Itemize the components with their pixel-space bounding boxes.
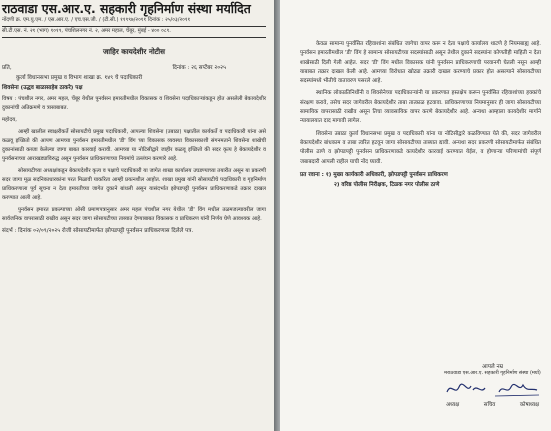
body-paragraph: पुनर्वसन इमारत प्रकल्पाच्या ओसी प्रमाणपत्रानुसार अमर महल पंचशील नगर येथील 'डी' विंग मधील तळमजल्यावरील जागा सार्वजनिक वापरासाठी राखीव असून सदर जागा सोसायटीच्या ताब्यात देण्याबाबत विकासक व प्राधिकरण यांनी निर्णय घेणे आवश्यक आहे. [2, 207, 266, 222]
notice-title: जाहिर कायदेशीर नोटीस [102, 47, 166, 56]
signature-block [440, 362, 545, 408]
signatory-roles [440, 400, 545, 408]
reference-line: संदर्भ : दिनांक ०२/०९/२०२५ रोजी सोसायटीमार्फत झोपडपट्टी पुनर्वसन प्राधिकरणास दिलेले पत्र. [2, 228, 194, 234]
recipient-label: प्रति, [2, 65, 12, 71]
body-paragraph: आम्ही खालील स्वाक्षरीकर्ते सोसायटीचे प्रमुख पदाधिकारी, आपल्या शिवसेना (उबाठा) पक्षातील कार्यकर्ते व पदाधिकारी यांना असे कळवू इच्छितो की आपण आमच्या पुनर्वसन इमारतीमधील 'डी' विंग च्या विकासक व्यवस्था विकासकाशी संगनमताने शिवसेना शाखेची दुकानांसाठी कब्जा केलेल्या जागा बाबत कारवाई करावी. आमच्या या नोटिसीद्वारे जाहीर कळवू इच्छितो की सदर कृत्य हे बेकायदेशीर व पुनर्वसनाच्या आराखड्याविरुद्ध असून पुनर्वसन प्राधिकरणाच्या नियमांचे उल्लंघन करणारे आहे. [2, 129, 266, 162]
copy-to-line-1 [300, 170, 541, 180]
signatory-label: आपले नम्र [482, 364, 503, 370]
recipient-line-2: शिवसेना (उद्धव बाळासाहेब ठाकरे) पक्ष [2, 85, 83, 91]
copy-to-recipient-1: १) मुख्य कार्यकारी अधिकारी, झोपडपट्टी पुनर्वसन प्राधिकरण [325, 171, 448, 178]
salutation: महोदय, [2, 117, 17, 123]
notice-body-continued [300, 40, 541, 167]
role-treasurer: कोषाध्यक्ष [519, 402, 539, 408]
notice-page-left [0, 0, 274, 431]
copy-to-recipient-2: २) वरिष्ठ पोलीस निरीक्षक, टिळक नगर पोलीस ठाणे [334, 181, 440, 188]
notice-body [2, 95, 266, 236]
body-paragraph: स्थानिक लोकप्रतिनिधींनी व शिवसेनेच्या पदाधिकाऱ्यांनी या प्रकरणात हस्तक्षेप करून पुनर्वसित रहिवाशांच्या हक्कांचे संरक्षण करावे, तसेच सदर जागेवरील बेकायदेशीर ताबा तात्काळ हटवावा. प्राधिकरणाच्या नियमानुसार ही जागा सोसायटीच्या सामायिक वापरासाठी राखीव असून तिचा व्यावसायिक वापर करणे बेकायदेशीर आहे. अन्यथा आम्हाला कायदेशीर मार्गाने न्यायालयात दाद मागावी लागेल. [300, 90, 541, 125]
body-paragraph: सोसायटीच्या अध्यक्षांकडून बेकायदेशीर कृत्य व पक्षाचे पदाधिकारी या जागेत शाखा कार्यालय उघडण्याच्या तयारीत असून या प्रकरणी सदर जागा मूळ सदनिकाधारकांना परत मिळावी याकरिता आम्ही प्रयत्नशील आहोत. शाखा प्रमुख यांनी सोसायटीचे पदाधिकारी व गृहनिर्माण प्राधिकरणाला पूर्व सूचना न देता इमारतीच्या जागेत दुकाने बांधली असून यासंदर्भात झोपडपट्टी पुनर्वसन प्राधिकरणाकडे तक्रार दाखल करण्यात आली आहे. [2, 168, 266, 201]
signatory-org: मराठवाडा एस.आर.ए. सहकारी गृहनिर्माण संस्था (मर्या) [444, 370, 541, 376]
letterhead-title: राठवाडा एस.आर.ए. सहकारी गृहनिर्माण संस्था मर्यादित [2, 1, 251, 16]
handwritten-signature [443, 378, 543, 400]
subject-line: विषय : पंचशील नगर, अमर महल, चेंबूर येथील पुनर्वसन इमारतीमधील विकासक व शिवसेना पदाधिकाऱ्यांकडून होत असलेली बेकायदेशीर दुकानांची अतिक्रमणे व त्रासाबाबत. [2, 96, 266, 111]
notice-date: दिनांक : २६ सप्टेंबर २०२५ [172, 65, 226, 71]
body-paragraph: शिवसेना उबाठा कुर्ला विधानसभा प्रमुख व पदाधिकारी यांना या नोटिसीद्वारे कळविण्यात येते की, सदर जागेवरील बेकायदेशीर बांधकाम व ताबा त्वरित हटवून जागा सोसायटीच्या ताब्यात द्यावी. अन्यथा सदर प्रकरणी सोसायटीमार्फत संबंधित पोलीस ठाणे व झोपडपट्टी पुनर्वसन प्राधिकरणाकडे कायदेशीर कारवाई करण्यात येईल, व होणाऱ्या परिणामांची संपूर्ण जबाबदारी आपली राहील याची नोंद घ्यावी. [300, 130, 541, 165]
role-chairman: अध्यक्ष [446, 402, 460, 408]
body-paragraph: केवळ सामान्य पुनर्वसित रहिवाशांना संबंधित जागेचा वापर करू न देता पक्षाचे कार्यालय थाटणे हे नियमबाह्य आहे. पुनर्वसन इमारतीमधील 'डी' विंग हे सामान्य सोसायटीच्या सदस्यांसाठी असून तेथील दुकाने सदस्यांना कोणतीही माहिती न देता शाखेसाठी दिली गेली आहेत. सदर 'डी' विंग मधील विकासक यांनी पुनर्वसन प्राधिकरणाची परवानगी घेतली नसून आम्ही याबाबत तक्रार दाखल केली आहे. आमच्या विरोधात खोट्या तक्रारी दाखल करण्याचे प्रकार होत असल्याने सोसायटीच्या सदस्यांमध्ये भीतीचे वातावरण पसरले आहे. [300, 41, 541, 85]
notice-page-right [280, 0, 551, 431]
letterhead-divider-bold [2, 37, 266, 38]
recipient-line: कुर्ला विधानसभा प्रमुख व विभाग शाखा क्र. १४९ चे पदाधिकारी [16, 75, 143, 81]
registration-line: नोंदणी क्र. एम.यु.एम. / एस.आर.ए. / एच.एस.जी. / (टी.सी.) ११९९७/२०११ दिनांक : २५/०३/२०११ [2, 17, 191, 23]
ref-date-row [2, 63, 266, 71]
address-line: सी.टी.एस. नं. २१ (भाग) १०१९, पंचशिलनगर नं. २, अमर महाल, चेंबूर, मुंबई - ४०० ०८९. [2, 28, 171, 34]
copy-to-label: प्रत रवाना : [300, 171, 324, 178]
copy-to-block [300, 170, 541, 190]
role-secretary: सचिव [483, 402, 496, 408]
